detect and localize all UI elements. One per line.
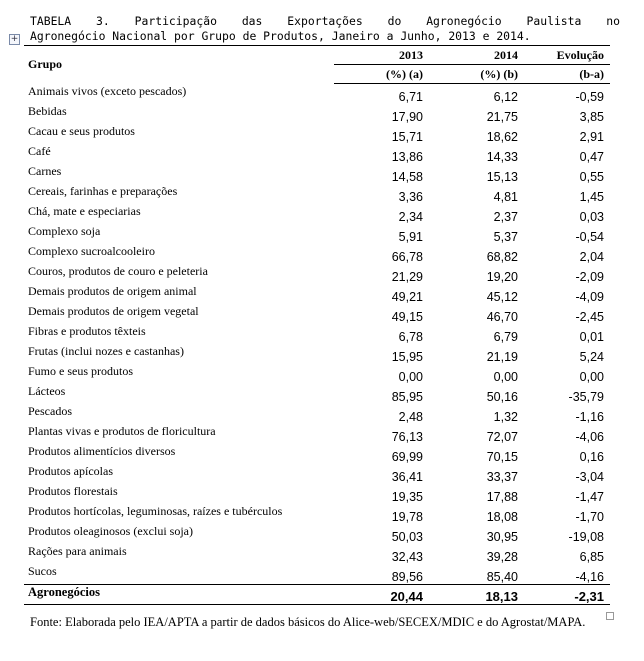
value-2014-cell: 50,16 [486,390,518,404]
value-2014-cell: 1,32 [493,410,518,424]
evolution-cell: 0,00 [579,370,604,384]
value-2013-cell: 13,86 [391,150,423,164]
evolution-cell: 2,91 [579,130,604,144]
table-row [24,344,610,364]
evolution-cell: 2,04 [579,250,604,264]
table-row [24,544,610,564]
evolution-cell: 0,03 [579,210,604,224]
evolution-cell: -4,16 [575,570,604,584]
table-row [24,264,610,284]
value-2014-cell: 4,81 [493,190,518,204]
value-2014-cell: 0,00 [493,370,518,384]
group-cell: Produtos alimentícios diversos [28,444,176,458]
group-cell: Produtos oleaginosos (exclui soja) [28,524,193,538]
group-cell: Café [28,144,51,158]
value-2014-cell: 68,82 [486,250,518,264]
evolution-cell: 6,85 [579,550,604,564]
value-2013-cell: 14,58 [391,170,423,184]
table-row [24,504,610,524]
source-note: Fonte: Elaborada pelo IEA/APTA a partir de dados básicos do Alice-web/SECEX/MDIC e do Agrostat/MAPA. [30,615,586,629]
group-cell: Rações para animais [28,544,127,558]
caption-line-1: TABELA 3. Participação das Exportações do Agronegócio Paulista no [30,14,620,28]
evolution-cell: -0,54 [575,230,604,244]
group-cell: Lácteos [28,384,66,398]
table-row [24,204,610,224]
evolution-cell: 0,55 [579,170,604,184]
header-year-2013: 2013 [334,46,429,65]
evolution-cell: 0,01 [579,330,604,344]
value-2013-cell: 50,03 [391,530,423,544]
evolution-cell: -35,79 [568,390,604,404]
value-2013-cell: 49,21 [391,290,423,304]
header-unit-b: (%) (b) [429,65,524,84]
table-row [24,124,610,144]
value-2014-cell: 18,08 [486,510,518,524]
table-row [24,244,610,264]
total-2013: 20,44 [334,585,429,605]
total-label: Agronegócios [24,585,334,605]
value-2014-cell: 70,15 [486,450,518,464]
value-2014-cell: 6,12 [493,90,518,104]
group-cell: Demais produtos de origem vegetal [28,304,199,318]
table-row [24,364,610,384]
group-cell: Fibras e produtos têxteis [28,324,146,338]
evolution-cell: -4,06 [575,430,604,444]
group-cell: Produtos hortícolas, leguminosas, raízes e tubérculos [28,504,283,518]
header-year-2014: 2014 [429,46,524,65]
table-row [24,304,610,324]
value-2013-cell: 15,95 [391,350,423,364]
table-row [24,404,610,424]
group-cell: Animais vivos (exceto pescados) [28,83,187,98]
evolution-cell: -1,47 [575,490,604,504]
group-cell: Demais produtos de origem animal [28,284,197,298]
value-2013-cell: 6,71 [398,90,423,104]
evolution-cell: 0,47 [579,150,604,164]
value-2014-cell: 85,40 [486,570,518,584]
table-move-handle-icon[interactable]: + [10,34,19,44]
value-2014-cell: 21,75 [486,110,518,124]
total-row [24,585,610,605]
evolution-cell: -1,70 [575,510,604,524]
group-cell: Complexo soja [28,224,101,238]
header-unit-a: (%) (a) [334,65,429,84]
value-2013-cell: 76,13 [391,430,423,444]
value-2013-cell: 36,41 [391,470,423,484]
table-row [24,424,610,444]
table-row [24,564,610,585]
evolution-cell: -2,45 [575,310,604,324]
value-2013-cell: 66,78 [391,250,423,264]
value-2014-cell: 17,88 [486,490,518,504]
header-group: Grupo [24,46,334,84]
table-row [24,104,610,124]
evolution-cell: -4,09 [575,290,604,304]
group-cell: Chá, mate e especiarias [28,204,141,218]
value-2013-cell: 6,78 [398,330,423,344]
value-2014-cell: 33,37 [486,470,518,484]
group-cell: Produtos florestais [28,484,118,498]
evolution-cell: 3,85 [579,110,604,124]
value-2014-cell: 6,79 [493,330,518,344]
table-row [24,164,610,184]
table-row [24,384,610,404]
group-cell: Bebidas [28,104,67,118]
data-table [24,45,610,605]
value-2014-cell: 19,20 [486,270,518,284]
table-row [24,444,610,464]
value-2013-cell: 5,91 [398,230,423,244]
group-cell: Pescados [28,404,72,418]
group-cell: Cacau e seus produtos [28,124,135,138]
group-cell: Fumo e seus produtos [28,364,133,378]
table-row [24,324,610,344]
value-2014-cell: 14,33 [486,150,518,164]
value-2014-cell: 2,37 [493,210,518,224]
evolution-cell: -3,04 [575,470,604,484]
table-row [24,464,610,484]
header-evolution: Evolução [524,46,610,65]
value-2014-cell: 21,19 [486,350,518,364]
total-2014: 18,13 [429,585,524,605]
group-cell: Frutas (inclui nozes e castanhas) [28,344,184,358]
group-cell: Produtos apícolas [28,464,113,478]
evolution-cell: -0,59 [575,90,604,104]
table-row [24,144,610,164]
header-row-years [24,46,610,65]
value-2013-cell: 2,34 [398,210,423,224]
total-evolution: -2,31 [524,585,610,605]
value-2013-cell: 15,71 [391,130,423,144]
group-cell: Plantas vivas e produtos de floricultura [28,424,216,438]
evolution-cell: 1,45 [579,190,604,204]
evolution-cell: 0,16 [579,450,604,464]
group-cell: Complexo sucroalcooleiro [28,244,155,258]
value-2014-cell: 39,28 [486,550,518,564]
value-2013-cell: 19,35 [391,490,423,504]
table-row [24,284,610,304]
value-2014-cell: 72,07 [486,430,518,444]
group-cell: Cereais, farinhas e preparações [28,184,178,198]
value-2014-cell: 46,70 [486,310,518,324]
value-2013-cell: 69,99 [391,450,423,464]
value-2013-cell: 89,56 [391,570,423,584]
table-body [24,84,610,585]
value-2014-cell: 18,62 [486,130,518,144]
group-cell: Carnes [28,164,62,178]
evolution-cell: 5,24 [579,350,604,364]
value-2013-cell: 32,43 [391,550,423,564]
value-2013-cell: 3,36 [398,190,423,204]
group-cell: Sucos [28,564,57,578]
table-row [24,184,610,204]
caption-line-2: Agronegócio Nacional por Grupo de Produtos, Janeiro a Junho, 2013 e 2014. [30,29,531,43]
table-row [24,84,610,105]
value-2013-cell: 85,95 [391,390,423,404]
value-2013-cell: 21,29 [391,270,423,284]
value-2013-cell: 0,00 [398,370,423,384]
value-2014-cell: 30,95 [486,530,518,544]
value-2013-cell: 2,48 [398,410,423,424]
evolution-cell: -2,09 [575,270,604,284]
table-row [24,224,610,244]
table-caption [30,14,620,44]
value-2014-cell: 45,12 [486,290,518,304]
value-2014-cell: 15,13 [486,170,518,184]
evolution-cell: -1,16 [575,410,604,424]
value-2013-cell: 17,90 [391,110,423,124]
table-row [24,484,610,504]
header-unit-diff: (b-a) [524,65,610,84]
evolution-cell: -19,08 [568,530,604,544]
value-2014-cell: 5,37 [493,230,518,244]
value-2013-cell: 19,78 [391,510,423,524]
value-2013-cell: 49,15 [391,310,423,324]
table-row [24,524,610,544]
group-cell: Couros, produtos de couro e peleteria [28,264,208,278]
